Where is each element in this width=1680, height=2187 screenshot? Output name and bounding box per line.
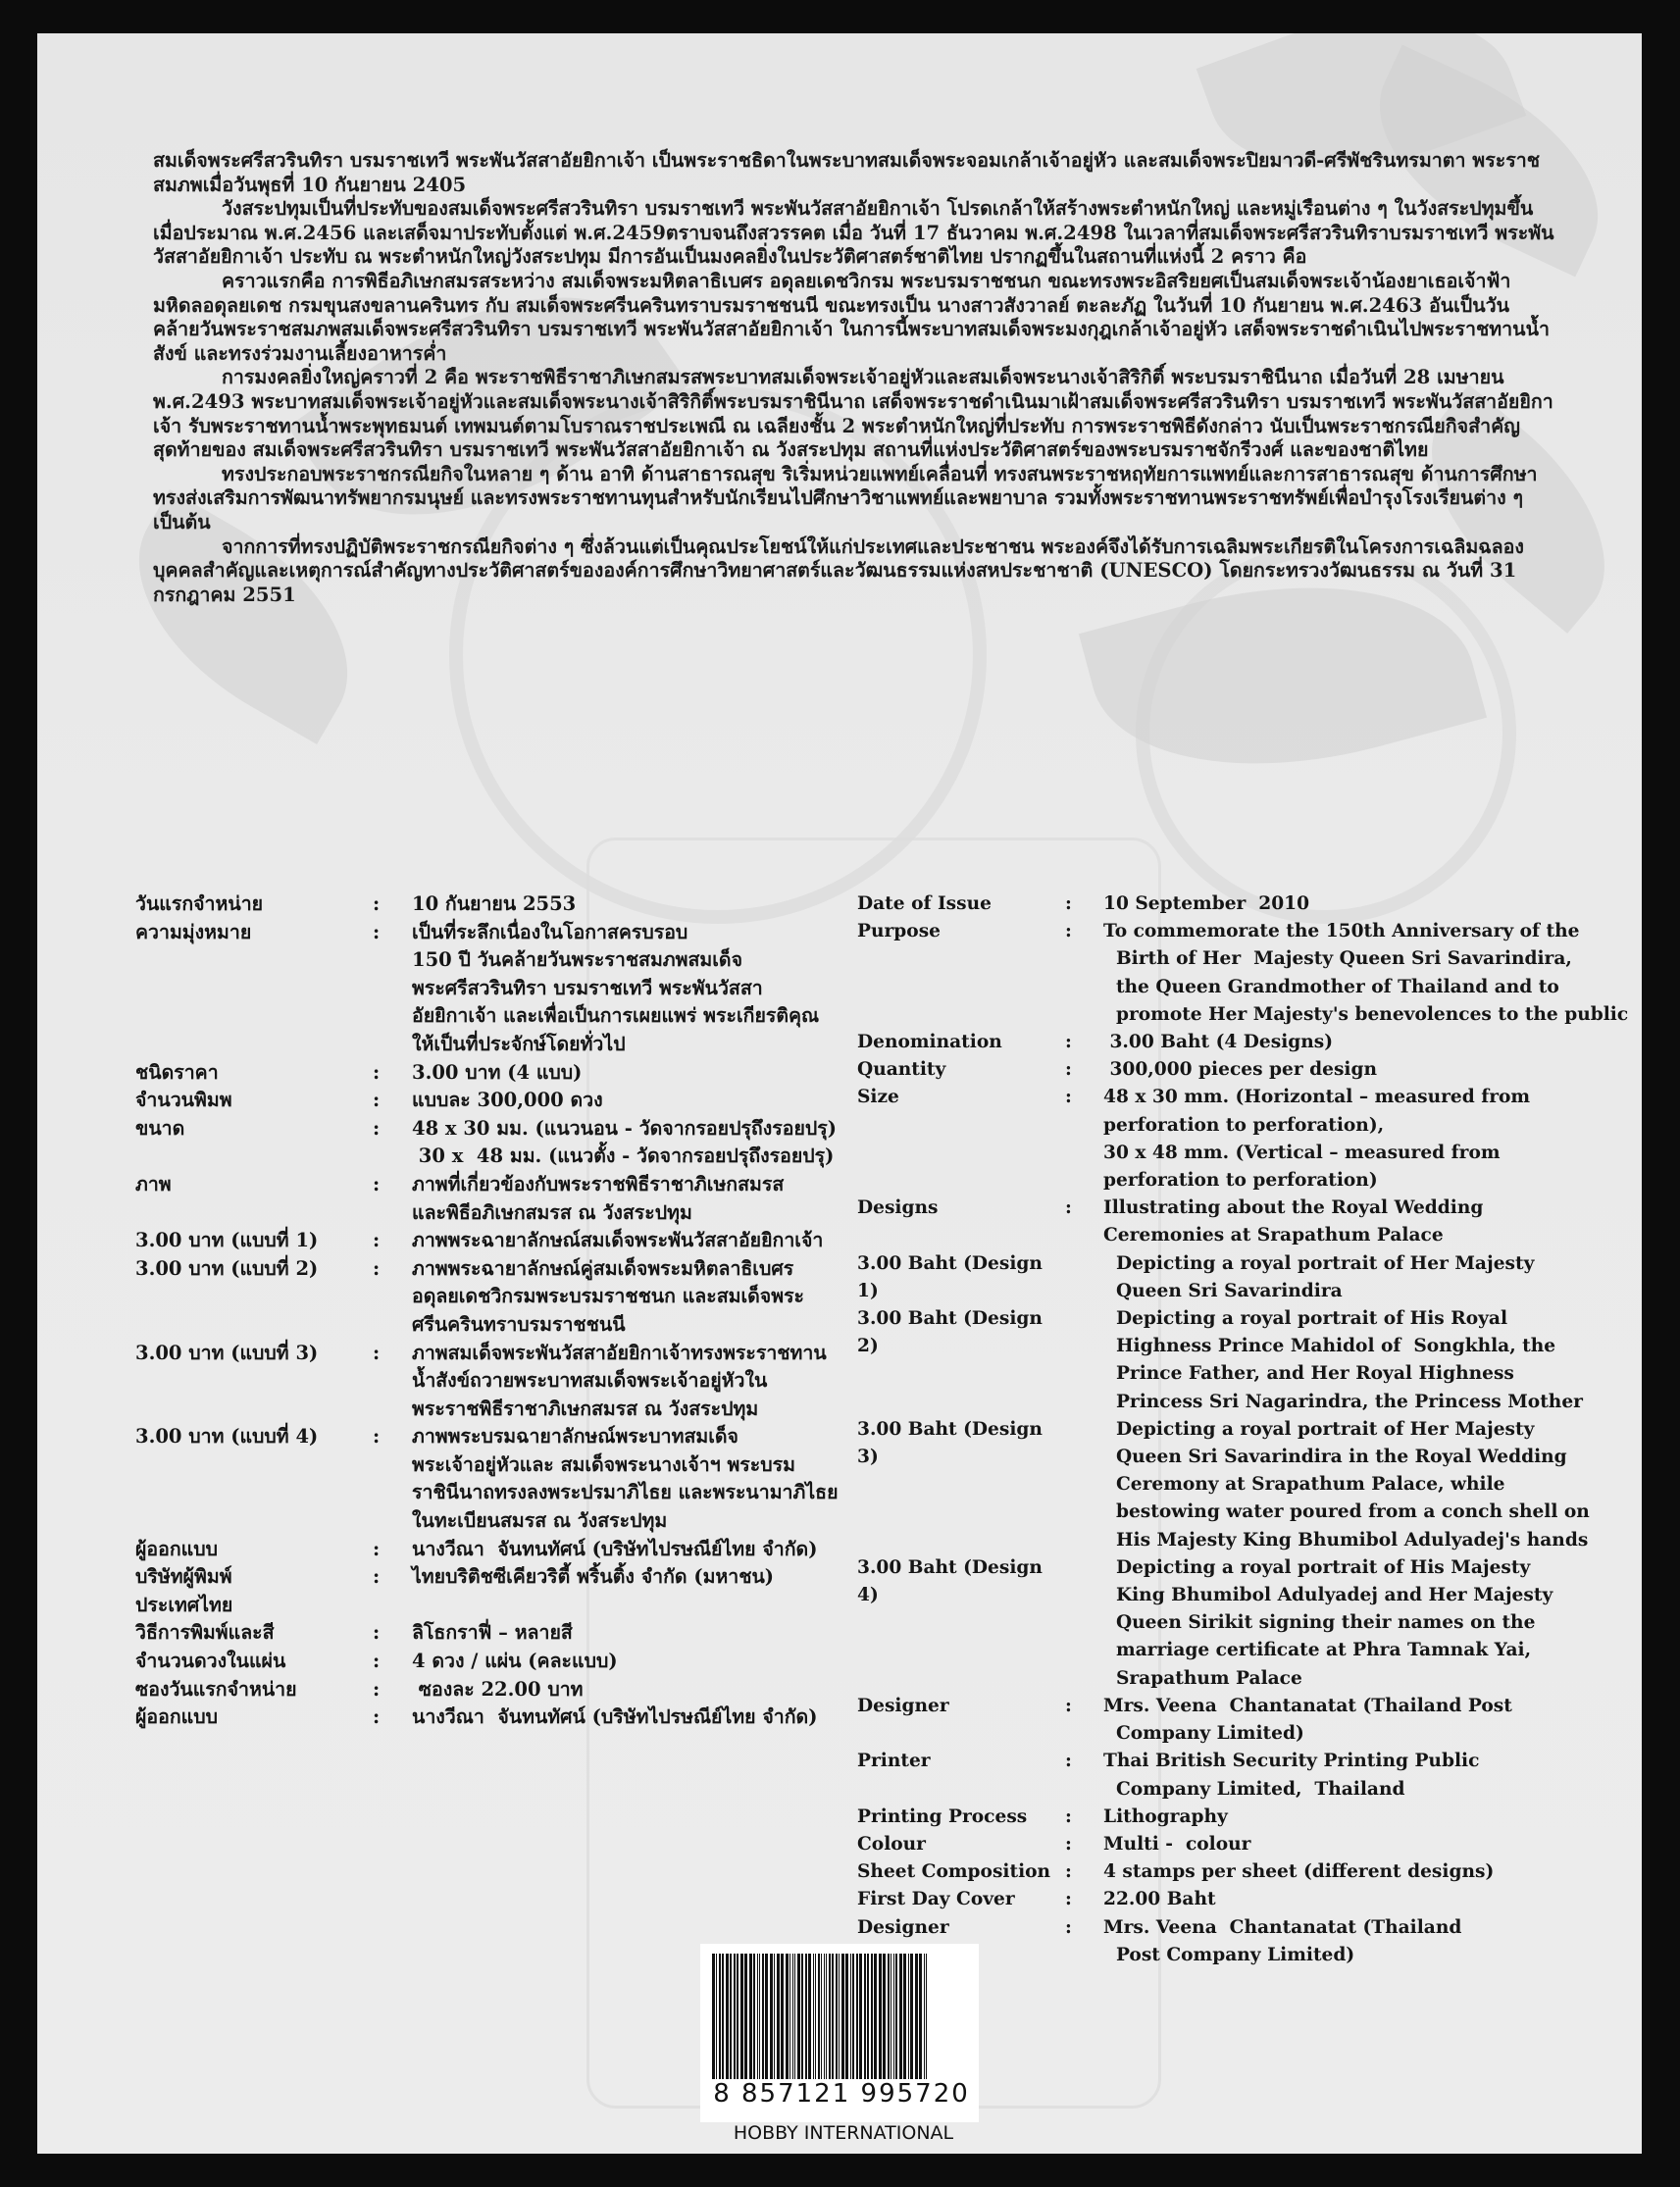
detail-value [412,1087,910,1115]
barcode-bar [740,1954,743,2079]
detail-value [1103,1029,1632,1056]
detail-row [857,1693,1632,1748]
detail-value-line: 48 x 30 มม. (แนวนอน - วัดจากรอยปรุถึงรอยปรุ) [412,1116,837,1140]
detail-row [857,1804,1632,1831]
detail-label: Printing Process [857,1806,1028,1827]
detail-value-line: Srapathum Palace [1103,1667,1302,1689]
detail-value-line: นางวีณา จันทนทัศน์ (บริษัทไปรษณีย์ไทย จำกัด) [412,1537,818,1560]
detail-value-line: และพิธีอภิเษกสมรส ณ วังสระปทุม [412,1200,692,1224]
detail-separator: : [373,1089,381,1112]
detail-value-line: Highness Prince Mahidol of Songkhla, the [1103,1336,1556,1357]
detail-value [412,1648,910,1676]
barcode-bar [777,1954,780,2079]
detail-value-line: Queen Sri Savarindira in the Royal Wedding [1103,1447,1567,1468]
detail-row [857,1416,1632,1554]
detail-value-line: To commemorate the 150th Anniversary of the [1103,921,1580,942]
intro-paragraph: จากการที่ทรงปฏิบัติพระราชกรณียกิจต่าง ๆ ซึ่งล้วนแต่เป็นคุณประโยชน์ให้แก่ประเทศและประชาชน พระองค์จึงได้รับการเฉลิมพระเกียรติในโครงการเฉลิมฉลองบุคคลสำคัญและเหตุการณ์สำคัญทางประวัติศาสตร์ขององค์การศึกษาวิทยาศาสตร์และวัฒนธรรมแห่งสหประชาชาติ (UNESCO) โดยกระทรวงวัฒนธรรม ณ วันที่ 31 กรกฎาคม 2551 [153,534,1524,606]
detail-separator: : [373,1425,381,1449]
detail-value [412,1592,910,1620]
detail-row [857,1831,1632,1858]
barcode-digits: 8 857121 995720 [713,2079,970,2109]
detail-value-line: perforation to perforation), [1103,1114,1385,1136]
detail-value-line: Depicting a royal portrait of Her Majesty [1103,1252,1535,1274]
detail-value-line: Queen Sirikit signing their names on the [1103,1612,1536,1634]
detail-value [1103,1056,1632,1084]
detail-label: ขนาด [135,1116,185,1140]
intro-paragraph: ทรงประกอบพระราชกรณียกิจในหลาย ๆ ด้าน อาทิ ด้านสาธารณสุข ริเริ่มหน่วยแพทย์เคลื่อนที่ ทรงสนพระราชหฤทัยการแพทย์และการสาธารณสุข ด้านการศึกษา ทรงส่งเสริมการพัฒนาทรัพยากรมนุษย์ และทรงพระราชทานทุนสำหรับนักเรียนไปศึกษาวิชาแพทย์และพยาบาล รวมทั้งพระราชทานพระราชทรัพย์เพื่อบำรุงโรงเรียนต่าง ๆ เป็นต้น [153,462,1538,534]
detail-separator: : [1065,1695,1072,1716]
detail-label: Designer [857,1695,949,1716]
detail-value-line: 30 x 48 มม. (แนวตั้ง - วัดจากรอยปรุถึงรอยปรุ) [412,1144,835,1168]
detail-value-line: ไทยบริติชซีเคียวริตี้ พริ้นติ้ง จำกัด (มหาชน) [412,1565,775,1589]
detail-label: 3.00 Baht (Design 4) [857,1556,1043,1606]
detail-value-line: Thai British Security Printing Public [1103,1751,1480,1772]
detail-row [135,1087,910,1115]
barcode-bar [786,1954,789,2079]
barcode-bar [805,1954,807,2079]
barcode-bar [792,1954,793,2079]
barcode-bar [859,1954,862,2079]
detail-label: Colour [857,1833,926,1855]
barcode-bar [919,1954,922,2079]
detail-value-line: พระเจ้าอยู่หัวและ สมเด็จพระนางเจ้าฯ พระบรม [412,1452,795,1476]
detail-value [412,1227,910,1255]
detail-value-line: Illustrating about the Royal Wedding [1103,1197,1484,1219]
detail-separator: : [373,1565,381,1589]
barcode-bar [924,1954,925,2079]
detail-value-line: ในทะเบียนสมรส ณ วังสระปทุม [412,1509,668,1533]
detail-separator: : [373,1705,381,1729]
detail-value [412,1619,910,1648]
detail-value-line: ศรีนครินทราบรมราชชนนี [412,1312,626,1336]
detail-label: 3.00 บาท (แบบที่ 4) [135,1425,319,1449]
barcode-bar [759,1954,760,2079]
detail-separator: : [1065,1751,1072,1772]
detail-label: Purpose [857,921,941,942]
barcode-bar [867,1954,869,2079]
barcode-bar [926,1954,927,2079]
detail-label: Designer [857,1916,949,1938]
barcode-bar [765,1954,768,2079]
detail-label: 3.00 Baht (Design 2) [857,1308,1043,1357]
detail-row [135,1340,910,1424]
detail-row [857,1748,1632,1803]
detail-value-line: ราชินีนาถทรงลงพระปรมาภิไธย และพระนามาภิไธย [412,1481,839,1504]
detail-separator: : [373,892,381,915]
detail-label: จำนวนพิมพ [135,1089,232,1112]
barcode-bar [749,1954,752,2079]
detail-value-line: Ceremonies at Srapathum Palace [1103,1225,1444,1246]
detail-value [1103,1554,1632,1693]
intro-paragraph: คราวแรกคือ การพิธีอภิเษกสมรสระหว่าง สมเด็จพระมหิตลาธิเบศร อดุลยเดชวิกรม พระบรมราชชนก ขณะทรงพระอิสริยยศเป็นสมเด็จพระเจ้าน้องยาเธอเจ้าฟ้ามหิดลอดุลยเดช กรมขุนสงขลานครินทร กับ สมเด็จพระศรีนครินทราบรมราชชนนี ขณะทรงเป็น นางสาวสังวาลย์ ตะละภัฏ ในวันที่ 10 กันยายน พ.ศ.2463 อันเป็นวันคล้ายวันพระราชสมภพสมเด็จพระศรีสวรินทิรา บรมราชเทวี พระพันวัสสาอัยยิกาเจ้า ในการนี้พระบาทสมเด็จพระมงกุฎเกล้าเจ้าอยู่หัว เสด็จพระราชดำเนินไปพระราชทานน้ำสังข์ และทรงร่วมงานเลี้ยงอาหารค่ำ [153,269,1550,365]
detail-value-line: อดุลยเดชวิกรมพระบรมราชชนก และสมเด็จพระ [412,1285,805,1308]
detail-label: ความมุ่งหมาย [135,920,252,943]
detail-value-line: Princess Sri Nagarindra, the Princess Mother [1103,1391,1583,1412]
detail-row [135,1115,910,1171]
detail-value-line: ซองละ 22.00 บาท [412,1677,584,1701]
barcode-bar [744,1954,747,2079]
detail-label: 3.00 บาท (แบบที่ 3) [135,1341,319,1364]
detail-row [135,1619,910,1648]
barcode-bar [801,1954,803,2079]
detail-label: Printer [857,1751,931,1772]
detail-row [135,1536,910,1564]
detail-value-line: 30 x 48 mm. (Vertical – measured from [1103,1142,1501,1163]
barcode [700,1944,979,2128]
detail-value [412,890,910,919]
detail-value-line: พระศรีสวรินทิรา บรมราชเทวี พระพันวัสสา [412,976,763,999]
publisher-label: HOBBY INTERNATIONAL [687,2122,1000,2144]
detail-row [135,1171,910,1227]
barcode-bar [808,1954,811,2079]
barcode-bar [908,1954,909,2079]
detail-value-line [412,1592,910,1611]
detail-value-line: 22.00 Baht [1103,1889,1216,1910]
detail-value-line: พระราชพิธีราชาภิเษกสมรส ณ วังสระปทุม [412,1397,759,1420]
intro-paragraph: สมเด็จพระศรีสวรินทิรา บรมราชเทวี พระพันวัสสาอัยยิกาเจ้า เป็นพระราชธิดาในพระบาทสมเด็จพระจอมเกล้าเจ้าอยู่หัว และสมเด็จพระปิยมาวดี-ศรีพัชรินทรมาตา พระราชสมภพเมื่อวันพุธที่ 10 กันยายน 2405 [153,149,1541,196]
detail-value-line: 150 ปี วันคล้ายวันพระราชสมภพสมเด็จ [412,948,743,972]
detail-value [412,1255,910,1340]
detail-value-line: อัยยิกาเจ้า และเพื่อเป็นการเผยแพร่ พระเกียรติคุณ [412,1004,820,1028]
barcode-bar [781,1954,784,2079]
barcode-bar [794,1954,795,2079]
detail-row [135,1059,910,1088]
detail-row [135,1676,910,1704]
detail-label: Sheet Composition [857,1861,1051,1883]
detail-value-line: Queen Sri Savarindira [1103,1280,1343,1301]
detail-separator: : [1065,1889,1072,1910]
thai-details-column [135,890,910,1732]
detail-separator: : [373,1621,381,1645]
detail-value-line: His Majesty King Bhumibol Adulyadej's hands [1103,1529,1589,1551]
barcode-bar [839,1954,840,2079]
barcode-bar [818,1954,820,2079]
detail-value [1103,1831,1632,1858]
barcode-bar [852,1954,854,2079]
detail-value-line: marriage certificate at Phra Tamnak Yai, [1103,1640,1532,1661]
barcode-bar [753,1954,755,2079]
barcode-bar [888,1954,890,2079]
detail-row [857,1084,1632,1195]
english-details-column [857,890,1632,1969]
barcode-bar [845,1954,848,2079]
detail-value [1103,1084,1632,1195]
barcode-bar [762,1954,764,2079]
detail-value-line: แบบละ 300,000 ดวง [412,1089,603,1112]
barcode-bars [712,1954,967,2079]
detail-value-line: Mrs. Veena Chantanatat (Thailand Post [1103,1695,1512,1716]
detail-row [857,1056,1632,1084]
detail-value-line: perforation to perforation) [1103,1170,1378,1192]
barcode-bar [770,1954,773,2079]
detail-label: ภาพ [135,1172,172,1195]
detail-separator: : [1065,1197,1072,1219]
detail-row [857,1029,1632,1056]
detail-label: ผู้ออกแบบ [135,1537,218,1560]
intro-text [153,149,1555,607]
barcode-bar [899,1954,902,2079]
detail-value-line: ภาพพระฉายาลักษณ์คู่สมเด็จพระมหิตลาธิเบศร [412,1256,794,1280]
barcode-bar [832,1954,834,2079]
detail-row [135,1648,910,1676]
detail-value [1103,1693,1632,1748]
detail-separator: : [1065,1806,1072,1827]
detail-separator: : [1065,1059,1072,1081]
detail-value [1103,1886,1632,1913]
detail-label: 3.00 บาท (แบบที่ 1) [135,1229,319,1252]
detail-label: Date of Issue [857,893,992,914]
detail-separator: : [1065,1916,1072,1938]
detail-row [857,1886,1632,1913]
detail-value-line: promote Her Majesty's benevolences to the public [1103,1003,1629,1025]
detail-value-line: 10 กันยายน 2553 [412,892,577,915]
intro-paragraph: วังสระปทุมเป็นที่ประทับของสมเด็จพระศรีสวรินทิรา บรมราชเทวี พระพันวัสสาอัยยิกาเจ้า โปรดเกล้าให้สร้างพระตำหนักใหญ่ และหมู่เรือนต่าง ๆ ในวังสระปทุมขึ้นเมื่อประมาณ พ.ศ.2456 และเสด็จมาประทับตั้งแต่ พ.ศ.2459ตราบจนถึงสวรรคต เมื่อ วันที่ 17 ธันวาคม พ.ศ.2498 ในเวลาที่สมเด็จพระศรีสวรินทิราบรมราชเทวี พระพันวัสสาอัยยิกาเจ้า ประทับ ณ พระตำหนักใหญ่วังสระปทุม มีการอันเป็นมงคลยิ่งในประวัติศาสตร์ชาติไทย ปรากฏขึ้นในสถานที่แห่งนี้ 2 คราว คือ [153,197,1554,269]
detail-value [1103,1748,1632,1803]
barcode-bar [850,1954,851,2079]
detail-separator: : [373,920,381,943]
barcode-bar [774,1954,775,2079]
detail-value-line: bestowing water poured from a conch shell on [1103,1501,1590,1523]
detail-value [1103,1804,1632,1831]
detail-label: ผู้ออกแบบ [135,1705,218,1729]
detail-row [135,1704,910,1732]
detail-value-line: 4 stamps per sheet (different designs) [1103,1861,1495,1883]
detail-value-line: Birth of Her Majesty Queen Sri Savarindira, [1103,948,1572,970]
detail-label: Quantity [857,1059,946,1081]
detail-value-line: 10 September 2010 [1103,893,1310,914]
detail-row [857,1554,1632,1693]
detail-value [1103,1305,1632,1416]
detail-value-line: ลิโธกราฟี่ – หลายสี [412,1621,573,1645]
detail-separator [1065,1305,1103,1416]
barcode-bar [864,1954,866,2079]
detail-label: 3.00 บาท (แบบที่ 2) [135,1256,319,1280]
barcode-bar [821,1954,822,2079]
detail-value [412,1340,910,1424]
barcode-bar [879,1954,882,2079]
barcode-bar [815,1954,816,2079]
detail-separator: : [1065,1861,1072,1883]
detail-value [1103,1250,1632,1305]
detail-value [412,1704,910,1732]
detail-value-line: Ceremony at Srapathum Palace, while [1103,1474,1505,1496]
detail-label: ประเทศไทย [135,1593,233,1616]
detail-value-line: Depicting a royal portrait of His Majesty [1103,1556,1531,1578]
barcode-bar [826,1954,827,2079]
intro-paragraph: การมงคลยิ่งใหญ่คราวที่ 2 คือ พระราชพิธีราชาภิเษกสมรสพระบาทสมเด็จพระเจ้าอยู่หัวและสมเด็จพระนางเจ้าสิริกิติ์ พระบรมราชินีนาถ เมื่อวันที่ 28 เมษายน พ.ศ.2493 พระบาทสมเด็จพระเจ้าอยู่หัวและสมเด็จพระนางเจ้าสิริกิติ์พระบรมราชินีนาถ เสด็จพระราชดำเนินมาเฝ้าสมเด็จพระศรีสวรินทิรา บรมราชเทวี พระพันวัสสาอัยยิกาเจ้า รับพระราชทานน้ำพระพุทธมนต์ เทพมนต์ตามโบราณราชประเพณี ณ เฉลียงชั้น 2 พระตำหนักใหญ่ที่ประทับ การพระราชพิธีดังกล่าว นับเป็นพระราชกรณียกิจสำคัญสุดท้ายของ สมเด็จพระศรีสวรินทิรา บรมราชเทวี พระพันวัสสาอัยยิกาเจ้า ณ วังสระปทุม สถานที่แห่งประวัติศาสตร์ของพระบรมราชจักรีวงศ์ และของชาติไทย [153,366,1553,462]
detail-value [412,1423,910,1535]
detail-value [412,1115,910,1171]
detail-row [135,1423,910,1535]
detail-label: ซองวันแรกจำหน่าย [135,1677,297,1701]
barcode-bar [813,1954,814,2079]
detail-value-line: Depicting a royal portrait of His Royal [1103,1308,1508,1330]
detail-value [1103,918,1632,1029]
detail-value-line: 3.00 บาท (4 แบบ) [412,1060,583,1084]
detail-separator: : [1065,1087,1072,1108]
barcode-bar [910,1954,913,2079]
detail-label: Designs [857,1197,939,1219]
stamp-info-sheet [37,33,1642,2154]
barcode-bar [737,1954,738,2079]
detail-value [412,1676,910,1704]
detail-value-line: ภาพพระฉายาลักษณ์สมเด็จพระพันวัสสาอัยยิกาเจ้า [412,1229,824,1252]
detail-value-line: Company Limited) [1103,1723,1304,1745]
detail-separator: : [1065,893,1072,914]
detail-label: จำนวนดวงในแผ่น [135,1650,286,1673]
detail-separator: : [1065,921,1072,942]
detail-separator: : [373,1229,381,1252]
barcode-bar [829,1954,831,2079]
detail-value [412,1563,910,1592]
barcode-bar [797,1954,800,2079]
barcode-bar [716,1954,717,2079]
detail-row [135,1227,910,1255]
detail-separator [1065,1416,1103,1554]
barcode-bar [856,1954,858,2079]
detail-row [857,918,1632,1029]
barcode-bar [757,1954,758,2079]
detail-row [135,1255,910,1340]
barcode-bar [871,1954,873,2079]
barcode-bar [836,1954,838,2079]
barcode-bar [903,1954,906,2079]
detail-label: Size [857,1087,899,1108]
barcode-bar [824,1954,825,2079]
detail-value-line: Prince Father, and Her Royal Highness [1103,1363,1514,1385]
detail-row [135,1592,910,1620]
detail-value-line: Lithography [1103,1806,1228,1827]
detail-label: 3.00 Baht (Design 1) [857,1252,1043,1301]
detail-value-line: Company Limited, Thailand [1103,1778,1405,1800]
barcode-bar [893,1954,894,2079]
barcode-bar [712,1954,715,2079]
detail-value-line: 4 ดวง / แผ่น (คละแบบ) [412,1650,618,1673]
detail-value-line: 48 x 30 mm. (Horizontal – measured from [1103,1087,1531,1108]
detail-value-line: King Bhumibol Adulyadej and Her Majesty [1103,1585,1553,1606]
barcode-bar [895,1954,897,2079]
barcode-bar [734,1954,736,2079]
detail-row [135,1563,910,1592]
detail-value [1103,1858,1632,1886]
barcode-bar [883,1954,886,2079]
detail-row [135,890,910,919]
detail-separator: : [1065,1032,1072,1053]
detail-value-line: น้ำสังข์ถวายพระบาทสมเด็จพระเจ้าอยู่หัวใน [412,1369,768,1393]
detail-value-line: ภาพพระบรมฉายาลักษณ์พระบาทสมเด็จ [412,1425,738,1449]
detail-label: บริษัทผู้พิมพ์ [135,1565,232,1589]
detail-separator: : [373,1650,381,1673]
detail-row [857,1195,1632,1249]
detail-label: Denomination [857,1032,1002,1053]
detail-row [857,890,1632,918]
detail-value [1103,890,1632,918]
barcode-bar [874,1954,877,2079]
detail-value-line: นางวีณา จันทนทัศน์ (บริษัทไปรษณีย์ไทย จำกัด) [412,1705,818,1729]
detail-label: วันแรกจำหน่าย [135,892,264,915]
detail-value [1103,1195,1632,1249]
detail-value [1103,1416,1632,1554]
detail-row [857,1305,1632,1416]
detail-value-line: ให้เป็นที่ประจักษ์โดยทั่วไป [412,1032,626,1055]
detail-row [135,919,910,1059]
detail-value-line: Multi - colour [1103,1833,1251,1855]
detail-label: First Day Cover [857,1889,1015,1910]
detail-separator: : [373,1116,381,1140]
detail-separator: : [373,1341,381,1364]
detail-separator: : [373,1677,381,1701]
detail-label: ชนิดราคา [135,1060,219,1084]
detail-label: วิธีการพิมพ์และสี [135,1621,275,1645]
detail-value-line: Mrs. Veena Chantanatat (Thailand [1103,1916,1462,1938]
detail-row [857,1858,1632,1886]
detail-value [412,1171,910,1227]
barcode-bar [841,1954,844,2079]
barcode-bar [730,1954,732,2079]
barcode-bar [915,1954,918,2079]
detail-value [1103,1914,1632,1969]
detail-value-line: ภาพสมเด็จพระพันวัสสาอัยยิกาเจ้าทรงพระราชทาน [412,1341,827,1364]
detail-label: 3.00 Baht (Design 3) [857,1418,1043,1468]
detail-value [412,919,910,1059]
detail-separator: : [373,1537,381,1560]
detail-value-line: ภาพที่เกี่ยวข้องกับพระราชพิธีราชาภิเษกสมรส [412,1172,785,1195]
detail-value-line: the Queen Grandmother of Thailand and to [1103,976,1559,997]
detail-separator [1065,1554,1103,1693]
detail-value-line: 3.00 Baht (4 Designs) [1103,1032,1334,1053]
detail-separator [1065,1250,1103,1305]
barcode-bar [722,1954,724,2079]
barcode-bar [726,1954,729,2079]
detail-value-line: 300,000 pieces per design [1103,1059,1378,1081]
detail-separator: : [373,1256,381,1280]
detail-separator: : [373,1172,381,1195]
detail-value-line: Depicting a royal portrait of Her Majesty [1103,1418,1535,1440]
barcode-bar [789,1954,790,2079]
detail-separator: : [1065,1833,1072,1855]
detail-value-line: เป็นที่ระลึกเนื่องในโอกาสครบรอบ [412,920,688,943]
detail-separator [373,1592,412,1620]
detail-value [412,1536,910,1564]
detail-separator: : [373,1060,381,1084]
detail-value-line: Post Company Limited) [1103,1944,1355,1965]
detail-value [412,1059,910,1088]
detail-row [857,1250,1632,1305]
barcode-bar [719,1954,721,2079]
